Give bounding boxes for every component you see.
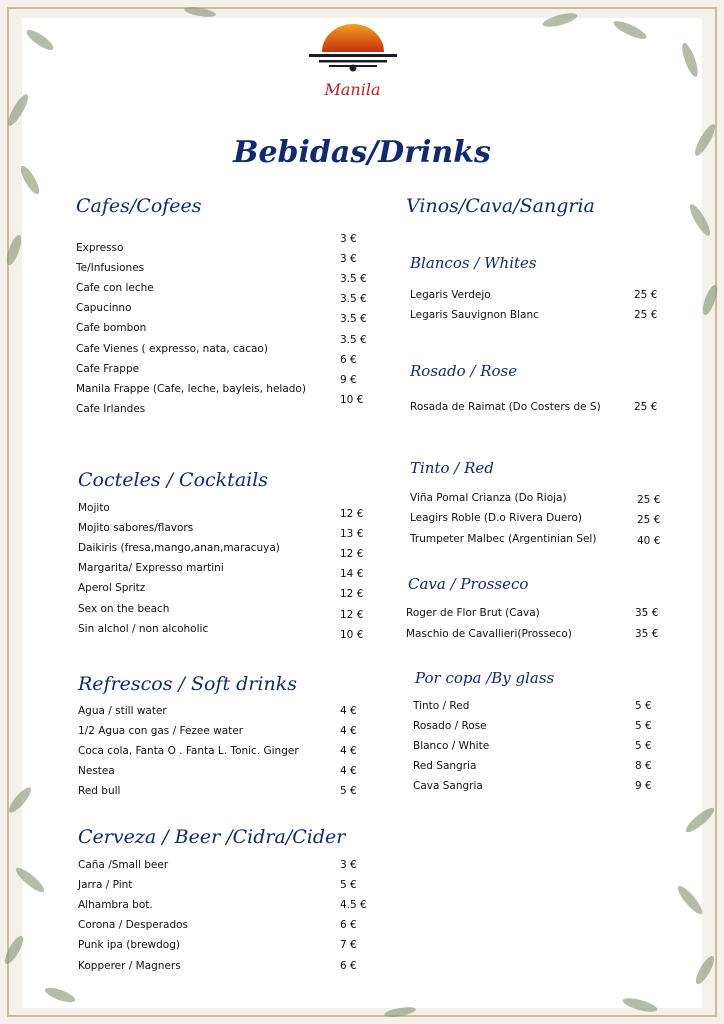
menu-item: Leagirs Roble (D.o Rivera Duero) [410,512,582,525]
menu-item-price: 3.5 € [340,293,367,306]
menu-item: Caña /Small beer [78,859,169,871]
menu-item-price: 8 € [635,760,652,772]
menu-item-price: 4 € [340,705,357,717]
menu-item-price: 12 € [340,608,364,621]
menu-item-price: 4 € [340,745,357,758]
menu-item: Red Sangria [413,760,477,772]
menu-item-price: 10 € [340,628,364,641]
menu-item: Jarra / Pint [78,879,133,892]
menu-item-price: 5 € [340,785,357,798]
menu-item-price: 4.5 € [340,899,367,912]
menu-item: Cava Sangria [413,780,483,792]
heading-blancos: Blancos / Whites [410,254,537,272]
menu-item-price: 5 € [340,879,357,892]
menu-item: Coca cola, Fanta O . Fanta L. Tonic. Ginger [78,745,299,758]
menu-item-price: 6 € [340,959,357,972]
heading-tinto: Tinto / Red [410,459,494,477]
menu-item-price: 5 € [635,720,652,732]
menu-item-price: 25 € [634,309,658,321]
menu-item-price: 3.5 € [340,273,367,286]
menu-item: Corona / Desperados [78,919,189,932]
menu-item: Legaris Verdejo [410,289,491,301]
menu-item-price: 12 € [340,588,364,601]
menu-item: Viña Pomal Crianza (Do Rioja) [410,492,567,504]
menu-item-price: 25 € [634,401,658,413]
menu-item: Margarita/ Expresso martini [78,562,224,575]
menu-item-price: 9 € [635,780,652,792]
menu-item: Capucinno [76,302,132,315]
heading-cafes: Cafes/Cofees [76,195,202,217]
menu-item-price: 7 € [340,939,357,952]
menu-item: Rosada de Raimat (Do Costers de S) [410,401,601,413]
menu-item: Cafe Irlandes [76,402,146,415]
menu-item: Legaris Sauvignon Blanc [410,309,539,321]
menu-item-price: 25 € [634,289,658,301]
menu-item: Expresso [76,242,124,254]
menu-item-price: 3 € [340,233,357,245]
menu-item: Rosado / Rose [413,720,487,732]
menu-item: Aperol Spritz [78,582,146,595]
heading-refrescos: Refrescos / Soft drinks [78,673,297,695]
menu-item: 1/2 Agua con gas / Fezee water [78,725,244,738]
menu-item: Roger de Flor Brut (Cava) [406,607,540,619]
menu-item-price: 4 € [340,725,357,738]
page-title: Bebidas/Drinks [233,135,491,170]
heading-cerveza: Cerveza / Beer /Cidra/Cider [78,826,346,848]
heading-cava: Cava / Prosseco [408,575,529,593]
menu-item: Tinto / Red [413,700,470,712]
menu-item: Blanco / White [413,740,490,752]
menu-item-price: 6 € [340,919,357,932]
menu-item-price: 5 € [635,700,652,712]
menu-item-price: 3 € [340,859,357,871]
menu-item: Cafe con leche [76,282,154,295]
menu-item: Punk ipa (brewdog) [78,939,180,952]
menu-item-price: 12 € [340,508,364,520]
menu-item-price: 40 € [637,534,661,547]
menu-item: Red bull [78,785,121,798]
heading-copa: Por copa /By glass [415,669,555,687]
menu-item: Sin alchol / non alcoholic [78,622,209,635]
menu-item-price: 35 € [635,607,659,619]
menu-item: Cafe Vienes ( expresso, nata, cacao) [76,342,268,355]
menu-item-price: 35 € [635,627,659,640]
menu-item: Sex on the beach [78,602,170,615]
menu-item: Agua / still water [78,705,167,717]
menu-item: Nestea [78,765,115,778]
menu-item-price: 10 € [340,393,364,406]
menu-item: Cafe bombon [76,322,147,335]
menu-item: Trumpeter Malbec (Argentinian Sel) [410,532,597,545]
menu-item-price: 3.5 € [340,313,367,326]
menu-item-price: 6 € [340,353,357,366]
heading-rosado: Rosado / Rose [410,362,518,380]
menu-item: Manila Frappe (Cafe, leche, bayleis, helado) [76,382,306,395]
menu-item-price: 9 € [340,373,357,386]
menu-item: Te/Infusiones [76,262,145,275]
menu-item-price: 5 € [635,740,652,752]
menu-item-price: 14 € [340,568,364,581]
heading-vinos: Vinos/Cava/Sangria [406,195,595,217]
menu-item: Maschio de Cavallieri(Prosseco) [406,627,572,640]
menu-item-price: 12 € [340,548,364,561]
menu-item-price: 3 € [340,253,357,266]
menu-item-price: 25 € [637,514,661,527]
menu-item: Mojito sabores/flavors [78,522,194,535]
menu-item: Kopperer / Magners [78,959,181,972]
menu-item-price: 4 € [340,765,357,778]
heading-cocteles: Cocteles / Cocktails [78,469,269,491]
menu-item-price: 25 € [637,494,661,506]
menu-item: Daikiris (fresa,mango,anan,maracuya) [78,542,280,555]
menu-item: Alhambra bot. [78,899,153,912]
menu-item: Mojito [78,502,110,514]
logo-wordmark: Manila [324,80,381,99]
menu-item: Cafe Frappe [76,362,140,375]
menu-item-price: 3.5 € [340,333,367,346]
menu-item-price: 13 € [340,528,364,541]
